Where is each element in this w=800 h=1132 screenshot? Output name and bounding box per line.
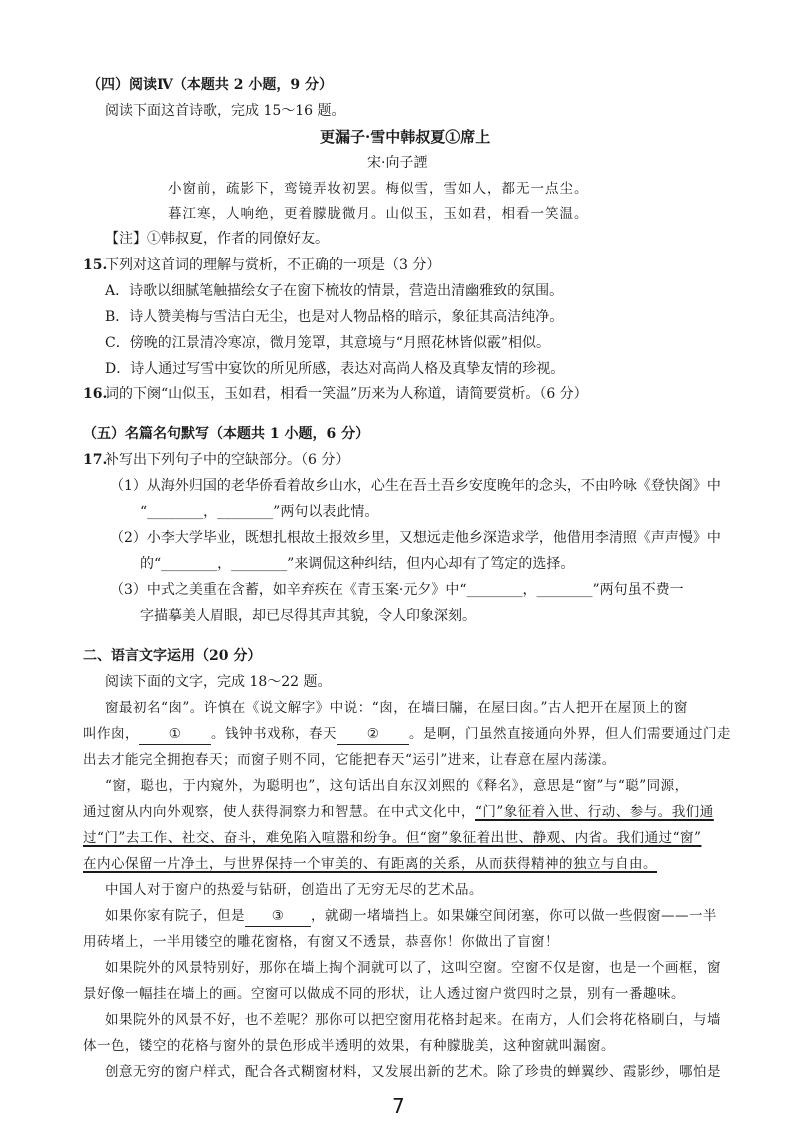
para2-underlined-1: “门”象征着入世、行动、参与。我们通: [475, 804, 714, 820]
q15-option-d: D．诗人通过写雪中宴饮的所见所感，表达对高尚人格及真挚友情的珍视。: [105, 361, 565, 377]
q15-option-b: B．诗人赞美梅与雪洁白无尘，也是对人物品格的暗示，象征其高洁纯净。: [105, 309, 564, 325]
para4-line-1: [105, 906, 717, 927]
poem-note: 【注】①韩叔夏，作者的同僚好友。: [105, 231, 329, 247]
q17-item-2-line-2: 的“________，________”来调侃这种纠结，但内心却有了笃定的选择。: [140, 556, 575, 572]
q17-item-3-line-2: 字描摹美人眉眼，却已尽得其声其貌，令人印象深刻。: [140, 608, 476, 624]
para7-line-1: 创意无穷的窗户样式，配合各式糊窗材料，又发展出新的艺术。除了珍贵的蝉翼纱、霞影纱，哪怕是: [105, 1064, 721, 1080]
q16-stem: 词的下阕“山似玉，玉如君，相看一笑温”历来为人称道，请简要赏析。（6 分）: [105, 386, 588, 402]
para4-line-1-a: 如果你家有院子，但是: [105, 908, 245, 924]
q17-number: 17.: [83, 452, 108, 468]
para1-line-2-c: 。是啊，门虽然直接通向外界，但人们需要通过门走: [409, 726, 731, 742]
q16-number: 16.: [83, 386, 108, 402]
para1-line-2-b: 。钱钟书戏称，春天: [211, 726, 337, 742]
q15-number: 15.: [83, 257, 108, 273]
blank-2: ②: [337, 724, 409, 745]
para3: 中国人对于窗户的热爱与钻研，创造出了无穷无尽的艺术品。: [105, 882, 483, 898]
blank-3: ③: [245, 906, 311, 927]
q15-option-a: A．诗歌以细腻笔触描绘女子在窗下梳妆的情景，营造出清幽雅致的氛围。: [105, 283, 564, 299]
q15-option-c: C．傍晚的江景清冷寒凉，微月笼罩，其意境与“月照花林皆似霰”相似。: [105, 335, 551, 351]
para1-line-2: [83, 724, 731, 745]
poem-author: 宋·向子諲: [367, 155, 428, 171]
q17-item-1-line-2: “________，________”两句以表此情。: [140, 504, 379, 520]
para6-line-1: 如果院外的风景不好，也不差呢？那你可以把空窗用花格封起来。在南方，人们会将花格刷白，与墙: [105, 1012, 721, 1028]
para4-line-2: 用砖堵上，一半用镂空的雕花窗格，有窗又不透景，恭喜你！你做出了盲窗！: [83, 934, 559, 950]
para4-line-1-b: ，就砌一堵墙挡上。如果嫌空间闭塞，你可以做一些假窗——一半: [311, 908, 717, 924]
part2-title: 二、语言文字运用（20 分）: [83, 648, 262, 664]
para2-line-2-a: 通过窗从内向外观察，使人获得洞察力和智慧。在中式文化中，: [83, 804, 475, 820]
para2-underlined-3: 在内心保留一片净土，与世界保持一个审美的、有距离的关系，从而获得精神的独立与自由。: [83, 856, 657, 872]
para5-line-2: 景好像一幅挂在墙上的画。空窗可以做成不同的形状，让人透过窗户赏四时之景，别有一番趣味。: [83, 986, 685, 1002]
para2-underlined-2: 过“门”去工作、社交、奋斗，难免陷入喧嚣和纷争。但“窗”象征着出世、静观、内省。我们通过“窗”: [83, 830, 702, 846]
section4-instruction: 阅读下面这首诗歌，完成 15～16 题。: [105, 103, 346, 119]
q17-item-2-line-1: （2）小李大学毕业，既想扎根故土报效乡里，又想远走他乡深造求学，他借用李清照《声声慢》中: [110, 530, 721, 546]
q17-stem: 补写出下列句子中的空缺部分。（6 分）: [105, 452, 350, 468]
section4-title: （四）阅读Ⅳ（本题共 2 小题，9 分）: [87, 77, 333, 93]
part2-instruction: 阅读下面的文字，完成 18～22 题。: [105, 674, 332, 690]
page-number: 7: [392, 1094, 405, 1118]
para1-line-3: 出去才能完全拥抱春天；而窗子则不同，它能把春天“运引”进来，让春意在屋内荡漾。: [83, 752, 616, 768]
para1-line-1: 窗最初名“囱”。许慎在《说文解字》中说：“囱，在墙曰牖，在屋曰囱。”古人把开在屋顶上的窗: [105, 700, 688, 716]
para2-line-2: [83, 802, 714, 822]
q15-stem: 下列对这首词的理解与赏析，不正确的一项是（3 分）: [105, 257, 441, 273]
blank-1: ①: [139, 724, 211, 745]
section5-title: （五）名篇名句默写（本题共 1 小题，6 分）: [83, 426, 370, 442]
poem-line-1: 小窗前，疏影下，鸾镜弄妆初罢。梅似雪，雪如人，都无一点尘。: [168, 181, 589, 197]
q17-item-3-line-1: （3）中式之美重在含蓄，如辛弃疾在《青玉案·元夕》中“________，________”两句虽不费一: [110, 582, 684, 598]
q17-item-1-line-1: （1）从海外归国的老华侨看着故乡山水，心生在吾土吾乡安度晚年的念头，不由吟咏《登快阁》中: [110, 478, 721, 494]
para6-line-2: 体一色，镂空的花格与窗外的景色形成半透明的效果，有种朦胧美，这种窗就叫漏窗。: [83, 1038, 615, 1054]
para2-line-1: “窗，聪也，于内窥外，为聪明也”，这句话出自东汉刘熙的《释名》，意思是“窗”与“聪”同源，: [105, 778, 689, 794]
para5-line-1: 如果院外的风景特别好，那你在墙上掏个洞就可以了，这叫空窗。空窗不仅是窗，也是一个画框，窗: [105, 960, 721, 976]
poem-line-2: 暮江寒，人响绝，更着朦胧微月。山似玉，玉如君，相看一笑温。: [168, 206, 589, 222]
poem-title: 更漏子·雪中韩叔夏①席上: [320, 128, 491, 146]
para1-line-2-a: 叫作囱，: [83, 726, 139, 742]
